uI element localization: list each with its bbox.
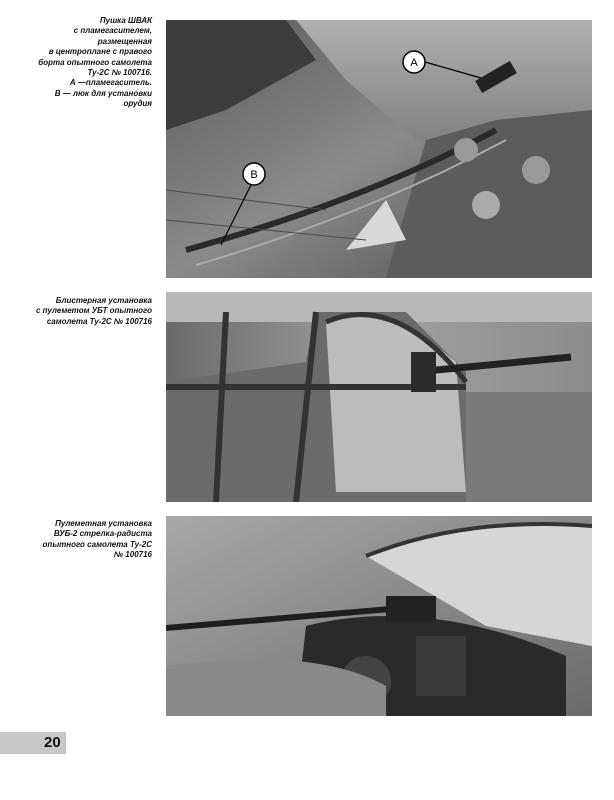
caption-line: Блистерная установка xyxy=(55,296,152,305)
caption-line: размещенная xyxy=(97,36,152,46)
page-number: 20 xyxy=(44,734,61,751)
caption-line: с пулеметом УБТ опытного xyxy=(35,306,152,316)
caption-line: самолета Ту-2С № 100716 xyxy=(46,316,152,326)
caption-line: В — люк для установки xyxy=(54,88,152,98)
caption-vub2-mount xyxy=(43,519,152,561)
caption-line: в центроплане с правого xyxy=(48,47,152,57)
caption-line: Ту-2С № 100716. xyxy=(87,68,152,78)
photo-blister-mount xyxy=(166,292,592,502)
caption-line: № 100716 xyxy=(113,550,152,560)
photo-shvak-cannon xyxy=(166,20,592,278)
caption-line: Пушка ШВАК xyxy=(99,16,152,25)
photo-label-a: A xyxy=(410,57,418,69)
caption-line: опытного самолета Ту-2С xyxy=(42,539,152,549)
caption-line: ВУБ-2 стрелка-радиста xyxy=(53,529,152,539)
photo-vub2-mount xyxy=(166,516,592,716)
caption-line: с пламегасителем, xyxy=(73,26,152,36)
caption-line: Пулеметная установка xyxy=(55,519,152,528)
caption-line: орудия xyxy=(123,99,152,109)
caption-line: борта опытного самолета xyxy=(38,57,152,67)
caption-shvak-cannon xyxy=(38,16,152,110)
caption-line: А —пламегаситель. xyxy=(69,78,152,88)
photo-label-b: B xyxy=(250,169,258,181)
caption-blister-mount xyxy=(36,296,152,327)
